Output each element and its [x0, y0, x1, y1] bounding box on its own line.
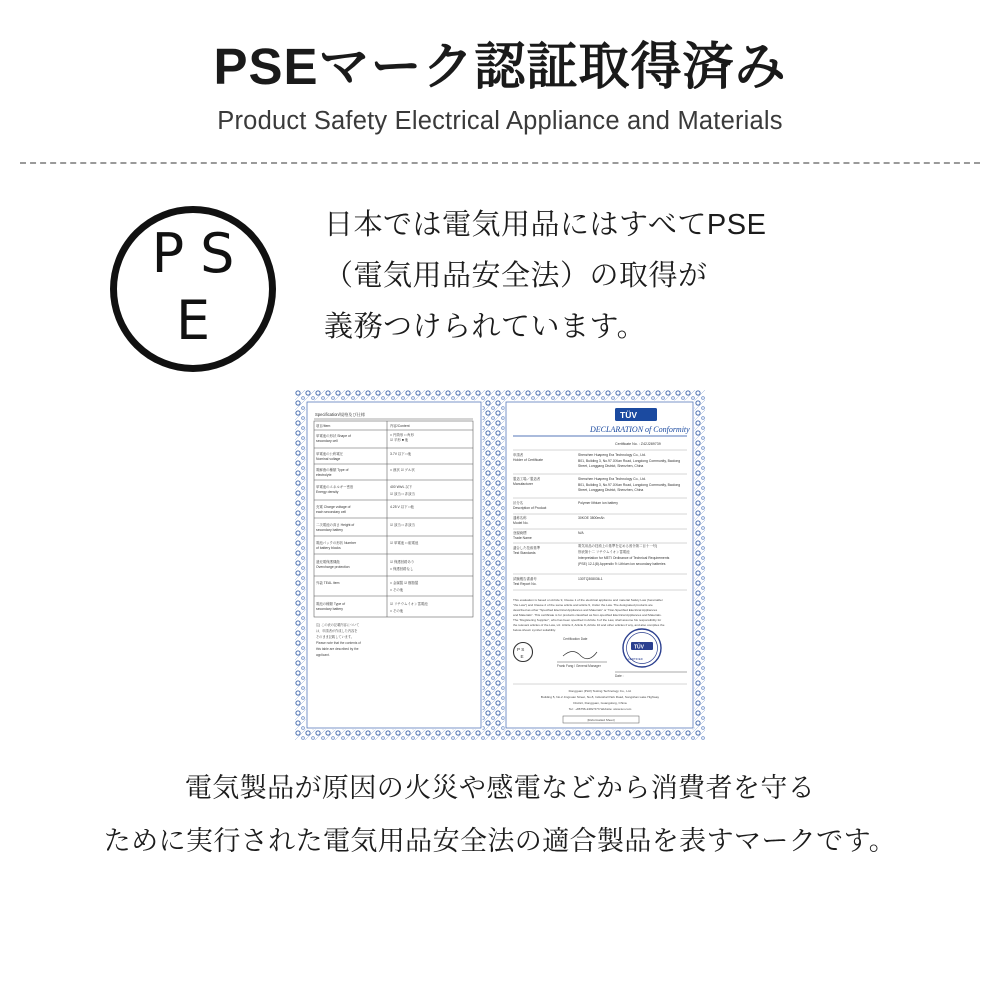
- svg-text:described as other "Specified: described as other "Specified Electrical Appliances and Materials" or "Non-Specified Electrical Appliances: [513, 608, 658, 613]
- svg-text:電気用品の技術上の基準を定める省令第二百十一号): 電気用品の技術上の基準を定める省令第二百十一号): [578, 544, 658, 549]
- svg-text:充電 Charge voltage of: 充電 Charge voltage of: [316, 505, 351, 510]
- svg-text:30KOE 3800mAh: 30KOE 3800mAh: [578, 516, 605, 521]
- svg-text:applicant.: applicant.: [316, 653, 330, 658]
- svg-text:内容/Content: 内容/Content: [390, 424, 410, 429]
- svg-text:□ 金属製 ☑ 樹脂製: □ 金属製 ☑ 樹脂製: [390, 581, 419, 586]
- svg-text:電池の種類 Type of: 電池の種類 Type of: [316, 602, 346, 607]
- svg-text:Tel : +86756-2482 573: Tel : +86756-2482 573 Website: www.tuv.com: [568, 707, 632, 712]
- svg-text:そのまま記載しています。: そのまま記載しています。: [316, 635, 354, 640]
- svg-text:Dongguan (PLR) Testing Technol: Dongguan (PLR) Testing Technology Co., Ltd.: [568, 689, 632, 694]
- svg-text:P S: P S: [517, 647, 525, 653]
- pse-mark-icon: [110, 206, 276, 372]
- svg-text:the relevant articles of the L: the relevant articles of the Law, viz. Article 3, Article 8, Article 10 and other articles if any, and also complies the: [513, 623, 665, 628]
- svg-text:製造工場／製造者: 製造工場／製造者: [513, 477, 541, 482]
- svg-text:Date :: Date :: [615, 674, 624, 679]
- header: [0, 0, 1000, 136]
- svg-text:過充電保護機能: 過充電保護機能: [316, 560, 340, 565]
- svg-text:This evaluation is based on Ar: This evaluation is based on Article 9, Clause 1 of the electrical appliance and material Safety Law (hereinafter: [513, 598, 663, 603]
- svg-text:電池パックの形状 Number: 電池パックの形状 Number: [316, 541, 357, 546]
- svg-text:Model No.: Model No.: [513, 521, 529, 526]
- svg-text:B01, Building 3, No.97 JiXian: B01, Building 3, No.97 JiXian Road, Longdong Community, Baolong: [578, 483, 681, 488]
- footer-line-1: 電気製品が原因の火災や感電などから消費者を守る: [184, 773, 816, 804]
- svg-text:[Reformatted Sheet]: [Reformatted Sheet]: [587, 718, 615, 723]
- svg-text:secondary battery: secondary battery: [316, 607, 343, 612]
- svg-text:単電池の公称電圧: 単電池の公称電圧: [316, 452, 344, 457]
- svg-text:単電池のエネルギー密度: 単電池のエネルギー密度: [316, 485, 354, 490]
- page-title: PSEマーク認証取得済み: [213, 38, 787, 95]
- svg-text:District, Dongguan, Guangdong,: District, Dongguan, Guangdong, China: [573, 701, 627, 706]
- svg-text:CERTIFIED: CERTIFIED: [628, 657, 643, 662]
- svg-text:Nominal voltage: Nominal voltage: [316, 457, 341, 462]
- svg-text:secondary battery: secondary battery: [316, 528, 343, 533]
- lead-line-2: （電気用品安全法）の取得が: [324, 259, 708, 292]
- svg-text:項目/Item: 項目/Item: [316, 424, 331, 429]
- svg-text:二次電池の高さ Height of: 二次電池の高さ Height of: [316, 523, 355, 528]
- svg-text:□ その他: □ その他: [390, 609, 404, 614]
- certificate-left-page: [296, 391, 492, 739]
- pse-letter-p: P: [151, 221, 185, 285]
- svg-text:secondary cell: secondary cell: [316, 439, 338, 444]
- svg-text:400 Wh/L 以下: 400 Wh/L 以下: [390, 485, 413, 490]
- svg-text:Shenzhen Huapeng Era Technolog: Shenzhen Huapeng Era Technology Co., Ltd.: [578, 477, 646, 482]
- svg-text:Polymer lithium ion battery: Polymer lithium ion battery: [578, 501, 618, 506]
- svg-text:Trade Name: Trade Name: [513, 536, 532, 541]
- svg-text:☑ 保護回路あり: ☑ 保護回路あり: [390, 560, 415, 565]
- svg-text:☑ 平形 ■ 他: ☑ 平形 ■ 他: [390, 438, 409, 443]
- svg-text:適合した技術基準: 適合した技術基準: [513, 546, 541, 551]
- footer-line-2: ために実行された電気用品安全法の適合製品を表すマークです。: [103, 825, 897, 856]
- svg-text:Interpretation for METI Ordina: Interpretation for METI Ordinance of Technical Requirements: [578, 556, 670, 561]
- svg-text:区分名: 区分名: [513, 501, 524, 506]
- svg-text:DECLARATION of Conformity: DECLARATION of Conformity: [590, 425, 690, 435]
- svg-text:Shenzhen Huapeng Era Technolog: Shenzhen Huapeng Era Technology Co., Ltd.: [578, 453, 646, 458]
- svg-text:Overcharge protection: Overcharge protection: [316, 565, 350, 570]
- svg-text:☑ 該当 □ 非該当: ☑ 該当 □ 非該当: [390, 523, 415, 528]
- svg-text:Street, Longgang District, She: Street, Longgang District, Shenzhen, China: [578, 488, 644, 493]
- svg-text:Please note that the contents: Please note that the contents of: [316, 641, 361, 646]
- tuv-logo-icon: [615, 408, 657, 421]
- svg-text:Test Standards: Test Standards: [513, 551, 536, 556]
- svg-text:and Materials". This certifica: and Materials". This certificate is for products classified as Non-specified Electrical Appliances and Materials.: [513, 613, 662, 618]
- svg-text:E: E: [520, 654, 524, 660]
- certificate-illustration: [295, 390, 705, 740]
- svg-text:□ 保護回路なし: □ 保護回路なし: [390, 567, 414, 572]
- pse-letter-s: S: [200, 221, 235, 285]
- svg-text:登録商標: 登録商標: [513, 531, 527, 536]
- svg-text:申請者: 申請者: [513, 453, 524, 458]
- svg-text:TÜV: TÜV: [634, 644, 644, 651]
- pse-letter-e: E: [175, 288, 211, 352]
- svg-text:B01, Building 3, No.97 JiXian: B01, Building 3, No.97 JiXian Road, Longdong Community, Baolong: [578, 459, 681, 464]
- svg-text:□ 円筒形 □ 角形: □ 円筒形 □ 角形: [390, 433, 414, 438]
- svg-text:通称名称: 通称名称: [513, 516, 527, 521]
- svg-text:"the Law") and Clause 2 of the: "the Law") and Clause 2 of the same article and article 9, Under the Law. The designated products are: [513, 603, 653, 608]
- svg-text:Energy density: Energy density: [316, 490, 339, 495]
- svg-text:Frank Fang / General Manager: Frank Fang / General Manager: [557, 664, 601, 669]
- certificate-right-page: [495, 391, 704, 739]
- svg-text:単電池の形状 Shape of: 単電池の形状 Shape of: [316, 434, 351, 439]
- lead-line-3: 義務つけられています。: [324, 310, 647, 343]
- lead-text: [324, 200, 766, 352]
- svg-text:電解液の種類 Type of: 電解液の種類 Type of: [316, 468, 349, 473]
- svg-text:は、申請者が作成した内容を: は、申請者が作成した内容を: [316, 629, 358, 634]
- svg-text:Specification/規格及び仕様: Specification/規格及び仕様: [315, 412, 366, 418]
- svg-text:4.25 V 以下 □他: 4.25 V 以下 □他: [390, 505, 414, 510]
- svg-text:(PSE) 12-1(8) Appendix 9: Lith: (PSE) 12-1(8) Appendix 9: Lithium ion secondary batteries: [578, 562, 666, 567]
- svg-text:試験報告書番号: 試験報告書番号: [513, 577, 537, 582]
- svg-text:N/A: N/A: [578, 531, 584, 536]
- svg-text:3.7V 以下 □他: 3.7V 以下 □他: [390, 452, 412, 457]
- svg-text:Street, Longgang District, She: Street, Longgang District, Shenzhen, China: [578, 464, 644, 469]
- svg-text:below-shown symbol suitability: below-shown symbol suitability.: [513, 628, 556, 633]
- svg-text:外装 TEAL item: 外装 TEAL item: [316, 581, 340, 586]
- footer-text: [0, 762, 1000, 867]
- svg-text:□ その他: □ その他: [390, 588, 404, 593]
- svg-text:Test Report No.: Test Report No.: [513, 582, 537, 587]
- svg-text:☑ 単電池 □ 組電池: ☑ 単電池 □ 組電池: [390, 541, 419, 546]
- lead-section: [0, 164, 1000, 372]
- svg-text:Holder of Certificate: Holder of Certificate: [513, 458, 543, 463]
- svg-text:□ 液状 ☑ ゲル状: □ 液状 ☑ ゲル状: [390, 468, 415, 473]
- svg-text:注) この表の記載内容について: 注) この表の記載内容について: [316, 623, 360, 628]
- svg-text:each secondary cell: each secondary cell: [316, 510, 346, 515]
- svg-text:Description of Product: Description of Product: [513, 506, 547, 511]
- svg-text:Manufacturer: Manufacturer: [513, 482, 533, 487]
- svg-text:Building 5, No.2 Jingxuan Stre: Building 5, No.2 Jingxuan Street, No.8, Industrial Park Road, Songshan Lake Highway: [540, 695, 660, 700]
- svg-text:of battery blocks: of battery blocks: [316, 546, 341, 551]
- svg-text:TÜV: TÜV: [620, 410, 637, 421]
- svg-text:Certificate No. : Z42J289739: Certificate No. : Z42J289739: [615, 442, 661, 447]
- certificate-image: [295, 390, 705, 740]
- svg-text:別表第十二 リチウムイオン蓄電池: 別表第十二 リチウムイオン蓄電池: [578, 550, 630, 555]
- lead-line-1: 日本では電気用品にはすべてPSE: [324, 209, 767, 242]
- svg-text:Certification Date: Certification Date: [563, 637, 588, 642]
- svg-text:☑ リチウムイオン蓄電池: ☑ リチウムイオン蓄電池: [390, 602, 428, 607]
- svg-text:this table are described by th: this table are described by the: [316, 647, 359, 652]
- svg-text:130TQ308036-1: 130TQ308036-1: [578, 577, 603, 582]
- svg-text:electrolyte: electrolyte: [316, 473, 332, 478]
- page-subtitle: Product Safety Electrical Appliance and Materials: [217, 107, 783, 136]
- svg-text:The "Registering Supplier", wh: The "Registering Supplier", who has been specified in Article 3 of the Law, shall assume his responsibility for: [513, 618, 662, 623]
- svg-text:☑ 該当 □ 非該当: ☑ 該当 □ 非該当: [390, 492, 415, 497]
